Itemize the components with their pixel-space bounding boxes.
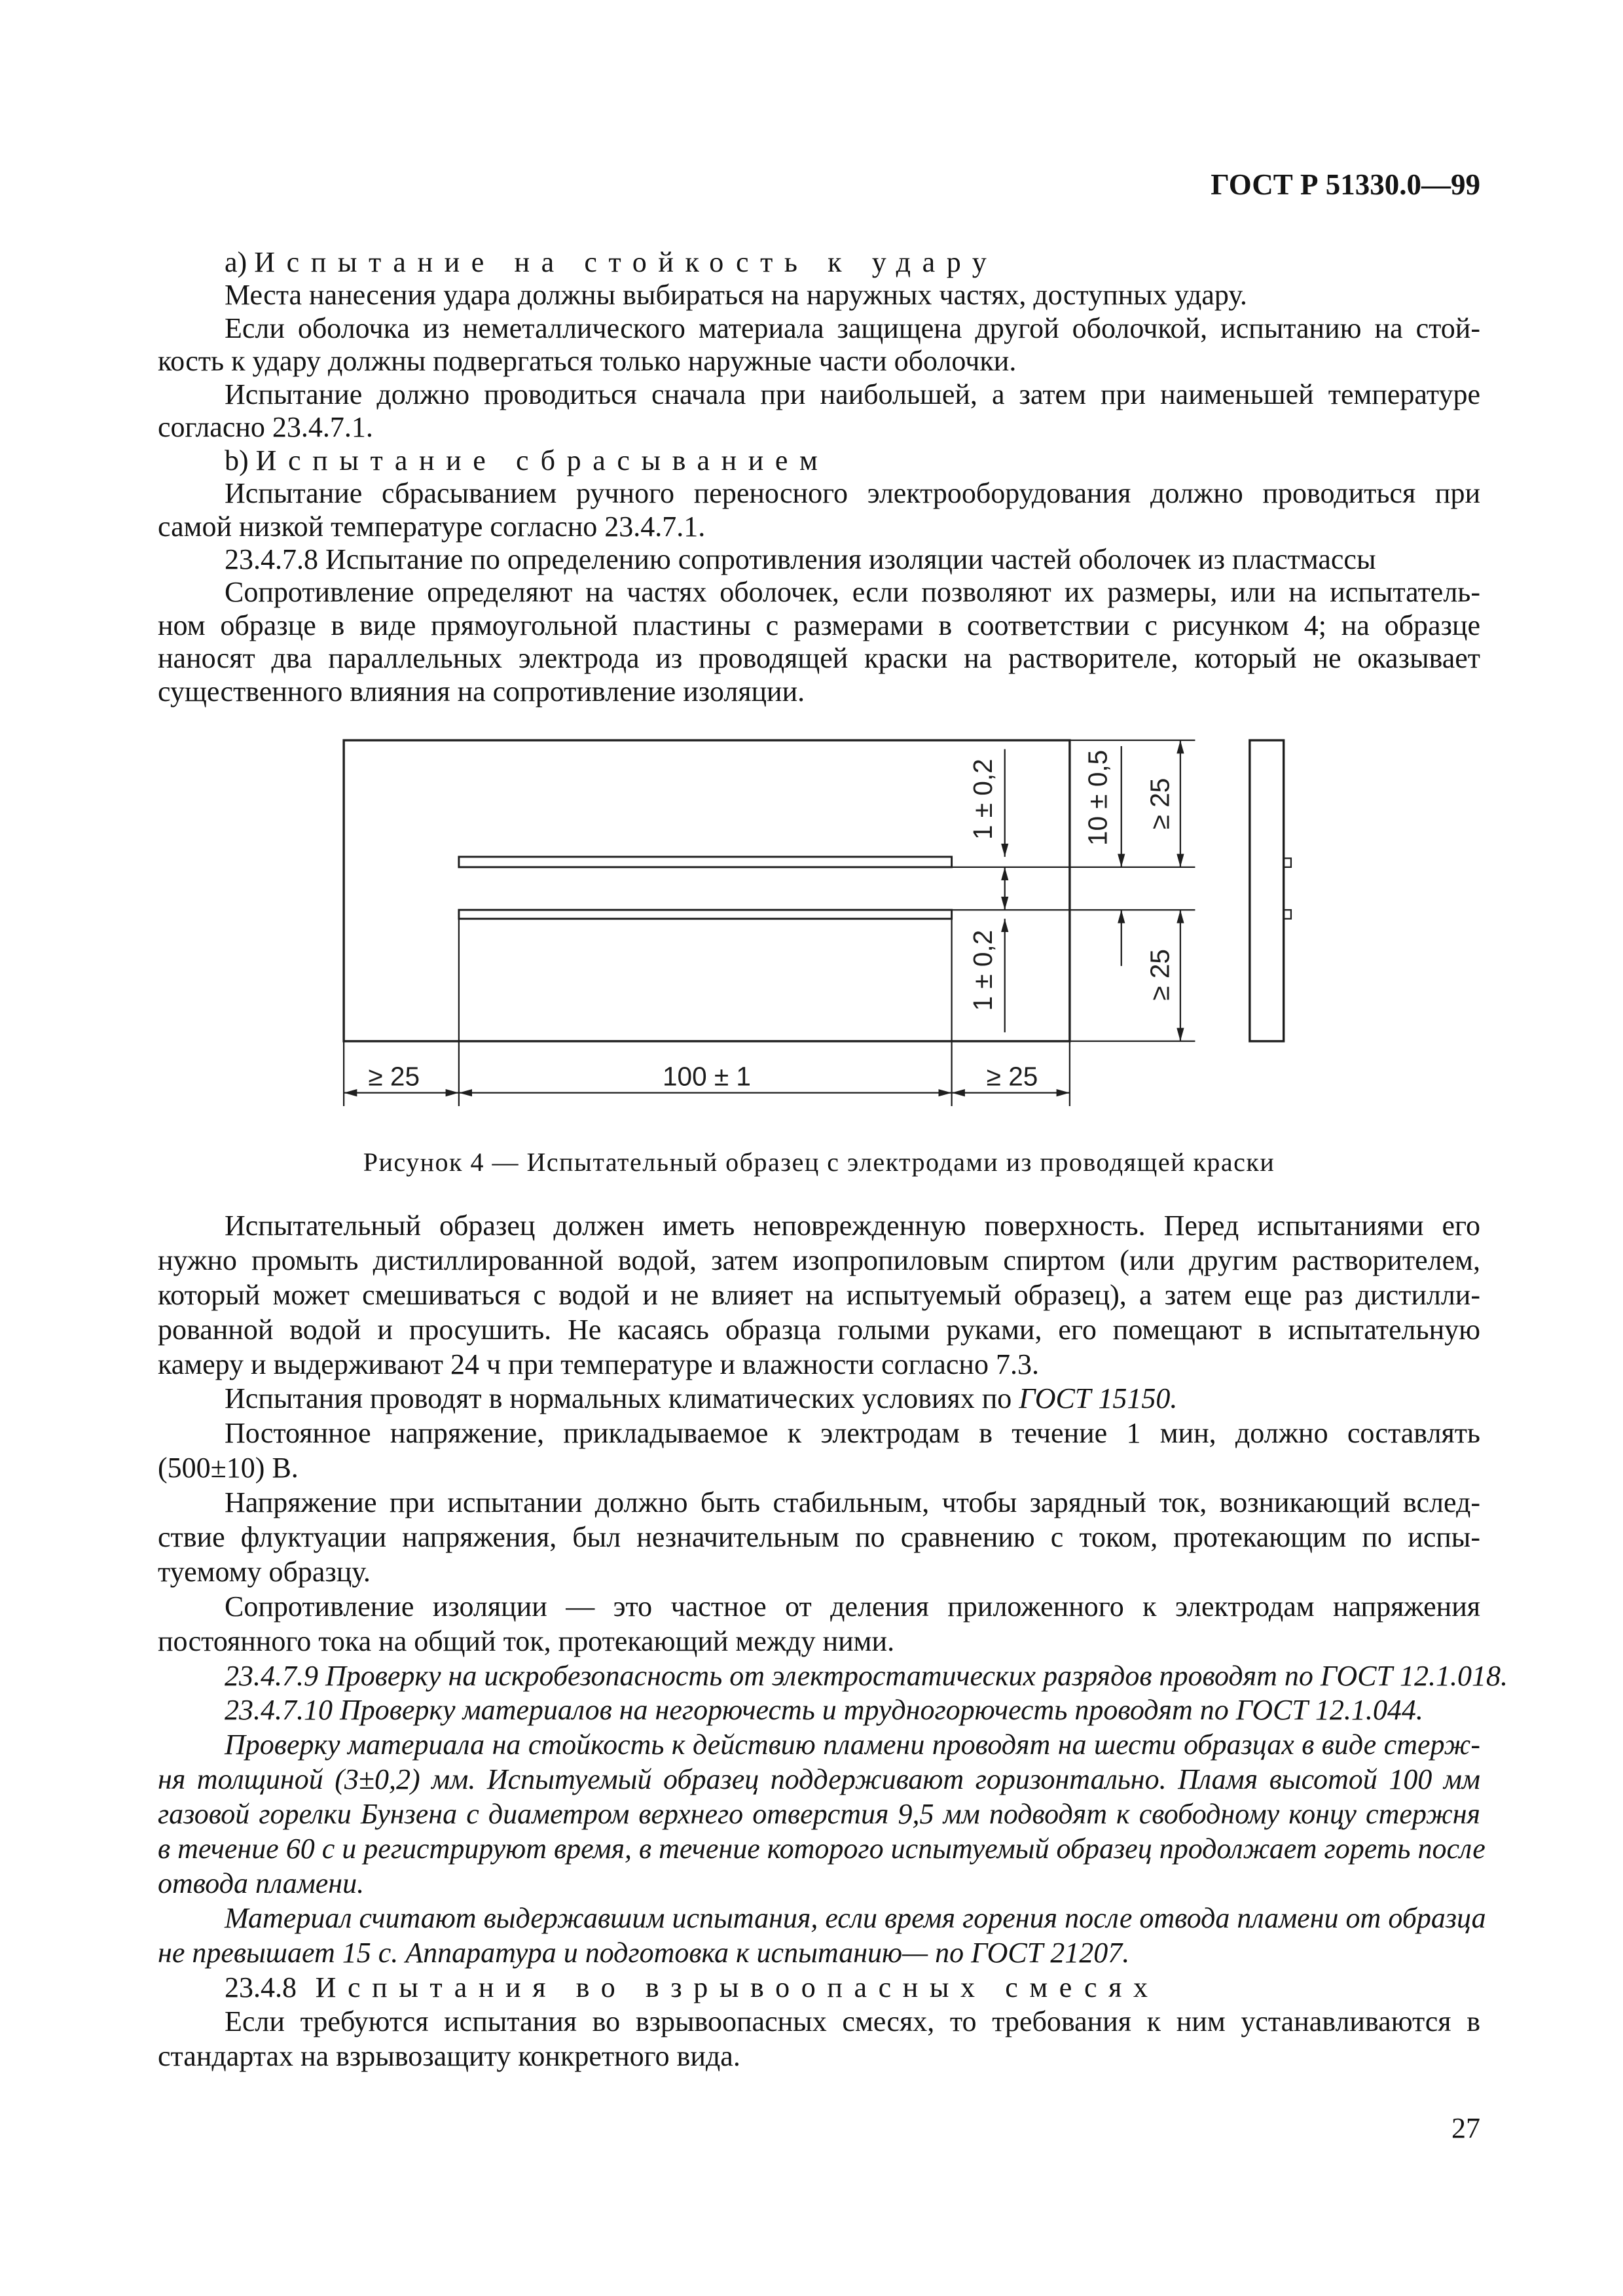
text-line: Если требуются испытания во взрывоопасных смесях, то требования к ним устанавливаются в <box>225 2005 1480 2038</box>
text-line: Испытание должно проводиться сначала при наибольшей, а затем при наименьшей температуре <box>225 378 1480 410</box>
text-line-italic: Проверку материала на стойкость к действию пламени проводят на шести образцах в виде стерж- <box>225 1729 1480 1761</box>
text-line-italic: ня толщиной (3±0,2) мм. Испытуемый образец поддерживают горизонтально. Пламя высотой 100 мм <box>158 1763 1480 1796</box>
text-line: Напряжение при испытании должно быть стабильным, чтобы зарядный ток, возникающий вслед- <box>225 1486 1480 1519</box>
specimen-side-view <box>1250 740 1284 1041</box>
specimen-plate <box>344 740 1070 1041</box>
text-line-climate <box>158 1382 1480 1416</box>
text-line: туемому образцу. <box>158 1555 371 1588</box>
text-line: Сопротивление изоляции — это частное от деления приложенного к электродам напряжения <box>225 1590 1480 1623</box>
heading-drop-test <box>158 444 1480 477</box>
label-right-margin: ≥ 25 <box>986 1061 1038 1092</box>
heading-title: Испытание сбрасыванием <box>255 444 830 476</box>
text-line-italic: отвода пламени. <box>158 1867 365 1899</box>
label-electrode-width-upper: 1 ± 0,2 <box>967 759 998 840</box>
electrode-lower <box>459 910 952 919</box>
text-line: который может смешиваться с водой и не влияет на испытуемый образец), а затем еще раз дистилли- <box>158 1278 1480 1311</box>
heading-label: а) <box>225 246 247 278</box>
label-left-margin: ≥ 25 <box>368 1061 420 1092</box>
text-line: наносят два параллельных электрода из проводящей краски на растворителе, который не оказывает <box>158 642 1480 675</box>
text-line: нужно промыть дистиллированной водой, затем изопропиловым спиртом (или другим растворителем, <box>158 1244 1480 1276</box>
standard-designation: ГОСТ Р 51330.0—99 <box>1211 168 1480 201</box>
clause-heading-23-4-7-8: 23.4.7.8 Испытание по определению сопротивления изоляции частей оболочек из пластмассы <box>225 543 1376 575</box>
text-line: постоянного тока на общий ток, протекающий между ними. <box>158 1624 895 1657</box>
label-bottom-margin: ≥ 25 <box>1144 949 1175 1001</box>
text-line: Сопротивление определяют на частях оболочек, если позволяют их размеры, или на испытатель- <box>225 576 1480 609</box>
text-line: согласно 23.4.7.1. <box>158 411 373 444</box>
figure-4-specimen-drawing <box>0 723 1623 1128</box>
text-line: кость к удару должны подвергаться только наружные части оболочки. <box>158 345 1017 378</box>
clause-23-4-7-9: 23.4.7.9 Проверку на искробезопасность от электростатических разрядов проводят по ГОСТ 12.1.018. <box>225 1659 1508 1692</box>
climate-text: Испытания проводят в нормальных климатических условиях по <box>225 1382 1012 1415</box>
label-electrode-gap: 10 ± 0,5 <box>1082 749 1113 846</box>
heading-explosive-mixtures <box>158 1971 1480 2005</box>
text-line: Испытательный образец должен иметь неповрежденную поверхность. Перед испытаниями его <box>225 1210 1480 1242</box>
text-line: Испытание сбрасыванием ручного переносного электрооборудования должно проводиться при <box>225 477 1480 510</box>
text-line-italic: газовой горелки Бунзена с диаметром верхнего отверстия 9,5 мм подводят к свободному концу стержня <box>158 1798 1480 1831</box>
text-block-upper <box>158 246 1480 708</box>
text-line: Места нанесения удара должны выбираться на наружных частях, доступных удару. <box>225 279 1247 312</box>
text-line-italic: не превышает 15 с. Аппаратура и подготовка к испытанию— по ГОСТ 21207. <box>158 1936 1130 1969</box>
text-line: стандартах на взрывозащиту конкретного вида. <box>158 2040 740 2073</box>
text-line: ствие флуктуации напряжения, был незначительным по сравнению с током, протекающим по испы- <box>158 1521 1480 1554</box>
text-line-italic: Материал считают выдержавшим испытания, если время горения после отвода пламени от образца <box>225 1901 1486 1934</box>
text-line: ном образце в виде прямоугольной пластины с размерами в соответствии с рисунком 4; на образце <box>158 609 1480 641</box>
heading-title: Испытание на стойкость к удару <box>254 246 998 278</box>
text-line: рованной водой и просушить. Не касаясь образца голыми руками, его помещают в испытательную <box>158 1313 1480 1346</box>
text-line: (500±10) В. <box>158 1452 299 1484</box>
electrode-upper <box>459 857 952 867</box>
text-line: Если оболочка из неметаллического материала защищена другой оболочкой, испытанию на стой- <box>225 312 1480 344</box>
figure-caption: Рисунок 4 — Испытательный образец с электродами из проводящей краски <box>363 1147 1275 1177</box>
heading-label: b) <box>225 444 249 476</box>
label-electrode-length: 100 ± 1 <box>662 1061 751 1092</box>
heading-title: Испытания во взрывоопасных смесях <box>315 1971 1159 2003</box>
text-line: самой низкой температуре согласно 23.4.7.1. <box>158 510 706 543</box>
label-top-margin: ≥ 25 <box>1144 778 1175 830</box>
text-line: Постоянное напряжение, прикладываемое к электродам в течение 1 мин, должно составлять <box>225 1417 1480 1450</box>
text-line: камеру и выдерживают 24 ч при температуре и влажности согласно 7.3. <box>158 1348 1039 1380</box>
heading-impact-test <box>158 246 1480 279</box>
label-electrode-width-lower: 1 ± 0,2 <box>967 929 998 1011</box>
standard-reference: ГОСТ 15150. <box>1019 1382 1178 1415</box>
text-block-lower <box>158 1209 1508 2074</box>
clause-23-4-7-10: 23.4.7.10 Проверку материалов на негорючесть и трудногорючесть проводят по ГОСТ 12.1.044. <box>225 1694 1423 1727</box>
page-number: 27 <box>1451 2112 1480 2144</box>
clause-number: 23.4.8 <box>225 1971 297 2003</box>
text-line: существенного влияния на сопротивление изоляции. <box>158 675 805 708</box>
text-line-italic: в течение 60 с и регистрируют время, в течение которого испытуемый образец продолжает гореть после <box>158 1833 1486 1865</box>
